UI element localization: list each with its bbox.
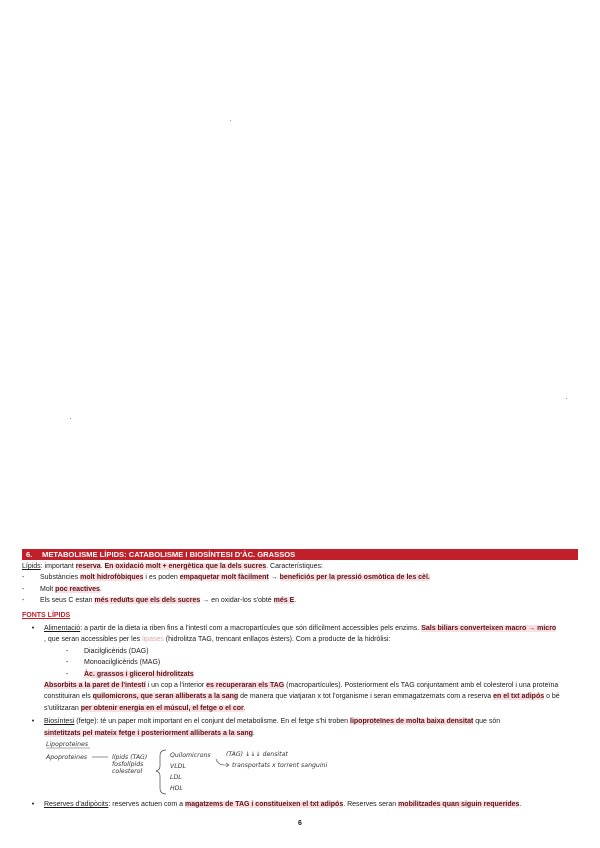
intro-line xyxy=(22,561,578,572)
handwritten-diagram xyxy=(46,740,376,796)
biosintesi-paragraph xyxy=(22,716,578,739)
list-item xyxy=(22,669,578,680)
paragraph-highlight: quilomicrons xyxy=(92,693,137,701)
paragraph-text: que són xyxy=(473,718,501,726)
paragraph-text: o bé s'utilitzaran xyxy=(44,693,560,712)
paragraph-highlight: lipoproteïnes de molta baixa densitat xyxy=(350,718,474,726)
hw-quilomicrons: Quilomicrons xyxy=(170,752,211,759)
absorption-text xyxy=(22,680,578,714)
item-text: . xyxy=(99,585,102,593)
hw-arrow xyxy=(216,759,228,765)
item-text: . xyxy=(294,597,297,605)
paragraph-line xyxy=(22,623,578,634)
paragraph-text: (hidrolitza TAG, trencant enllaços èsters). Com a producte de la hidròlisi: xyxy=(163,636,391,644)
product-item: Diacilglicèrids (DAG) xyxy=(84,647,149,655)
scan-speck xyxy=(230,120,231,121)
item-text: → en oxidar-los s'obté xyxy=(200,597,274,605)
section-title: METABOLISME LÍPIDS: CATABOLISME I BIOSÍNTESI D'ÀC. GRASSOS xyxy=(42,550,296,559)
product-item: Àc. grassos i glicerol hidrolitzats xyxy=(84,670,194,678)
hw-lipids: lípids (TAG) xyxy=(112,754,148,761)
reserves-paragraph xyxy=(22,799,578,810)
list-item xyxy=(22,572,578,583)
item-text: → xyxy=(268,574,280,582)
paragraph-text: . xyxy=(243,704,246,712)
paragraph-highlight: sintetitzats pel mateix fetge i posteriorment alliberats a la sang xyxy=(44,729,253,737)
section-heading xyxy=(22,549,578,560)
paragraph-line xyxy=(22,728,578,739)
subsection-heading: FONTS LÍPIDS xyxy=(22,611,71,619)
dash-marker: - xyxy=(66,670,69,678)
handwritten-lipoprotein-notes xyxy=(46,740,376,796)
paragraph-text: . Reserves seran xyxy=(343,801,399,808)
section-body xyxy=(22,561,578,739)
dash-marker: - xyxy=(66,659,69,667)
hw-ldl: LDL xyxy=(170,774,182,781)
intro-highlight: En oxidació molt + energètica que la dels sucres xyxy=(104,563,267,570)
item-highlight: més reduïts que els dels sucres xyxy=(94,597,201,605)
lipids-label: Lípids xyxy=(22,563,41,570)
intro-text: . xyxy=(100,563,105,570)
item-text: Els seus C estan xyxy=(40,597,95,605)
paragraph-highlight: mobilitzades quan siguin requerides xyxy=(398,801,520,808)
intro-highlight: reserva xyxy=(75,563,101,570)
intro-text: . Característiques: xyxy=(266,563,323,570)
paragraph-highlight: , que seran alliberats a la sang xyxy=(136,693,239,701)
paragraph-highlight: per obtenir energia en el múscul, el fetge o el cor xyxy=(80,704,244,712)
paragraph-line xyxy=(22,716,578,727)
item-highlight: poc reactives xyxy=(55,585,100,593)
paragraph-text: : a partir de la dieta ia riben fins a l'intestí com a macropartícules que són difícilment accessibles pels enzims. xyxy=(80,625,422,633)
item-highlight: empaquetar molt fàcilment xyxy=(179,574,269,582)
paragraph-highlight: magatzems de TAG i constitueixen el txt adipós xyxy=(185,801,344,808)
paragraph-highlight: en el txt adipós xyxy=(493,693,545,701)
alimentacio-paragraph xyxy=(22,623,578,714)
bullet-marker: • xyxy=(31,625,35,633)
paragraph-highlight: Sals biliars converteixen macro → micro xyxy=(421,625,557,633)
item-highlight: beneficiós per la pressió osmòtica de les cèl. xyxy=(279,574,430,582)
page-number: 6 xyxy=(298,820,302,827)
dash-marker: - xyxy=(22,585,25,593)
paragraph-text: de manera que viatjaran x tot l'organisme i seran emmagatzemats com a reserva xyxy=(238,693,494,701)
paragraph-text: : reserves actuen com a xyxy=(108,801,186,808)
item-text: Substàncies xyxy=(40,574,81,582)
hw-fosfolipids: fosfolípids xyxy=(112,761,144,768)
list-item xyxy=(22,646,578,657)
item-highlight: més E xyxy=(273,597,295,605)
paragraph-text: i un cop a l'interior xyxy=(145,682,207,690)
item-text: i es poden xyxy=(143,574,180,582)
paragraph-line xyxy=(22,634,578,645)
section-number: 6. xyxy=(26,550,33,559)
paragraph-highlight: Absorbits a la paret de l'intestí xyxy=(44,682,146,690)
reserves-label: Reserves d'adipòcits xyxy=(44,801,109,808)
list-item xyxy=(22,595,578,606)
lipases-term: lipases xyxy=(142,636,164,644)
alimentacio-label: Alimentació xyxy=(44,625,81,633)
hw-vldl: VLDL xyxy=(170,763,186,770)
biosintesi-label: Biosíntesi xyxy=(44,718,75,726)
paragraph-text: (fetge): té un paper molt important en el conjunt del metabolisme. En el fetge s'hi troben xyxy=(74,718,351,726)
paragraph-highlight: es recuperaran els TAG xyxy=(206,682,285,690)
list-item xyxy=(22,657,578,668)
item-text: Molt xyxy=(40,585,56,593)
bullet-marker: • xyxy=(31,801,35,808)
hw-hdl: HDL xyxy=(170,785,183,792)
hw-title: Lipoproteines xyxy=(46,741,89,748)
item-highlight: molt hidrofòbiques xyxy=(80,574,144,582)
hw-colesterol: colesterol xyxy=(112,768,143,775)
dash-marker: - xyxy=(22,597,25,605)
paragraph-text: . xyxy=(519,801,522,808)
scan-speck xyxy=(70,418,71,419)
product-item: Monoacilglicèrids (MAG) xyxy=(84,659,161,667)
dash-marker: - xyxy=(66,647,69,655)
scan-speck xyxy=(566,398,567,399)
intro-text: : important xyxy=(40,563,76,570)
dash-marker: - xyxy=(22,574,25,582)
hw-apoproteines: Apoproteines xyxy=(46,754,88,761)
hw-brace xyxy=(156,750,166,794)
bullet-marker: • xyxy=(31,718,35,726)
paragraph-text: , que seran accessibles per les xyxy=(44,636,143,644)
hw-transport-note: transportats x torrent sanguini xyxy=(232,762,328,769)
list-item xyxy=(22,584,578,595)
hw-tag-note: (TAG) ↓↓↓ densitat xyxy=(226,751,288,758)
paragraph-text: . xyxy=(252,729,255,737)
paragraph-text: (macropartícules). Posteriorment els TAG conjuntament amb el colesterol i una proteïna constituiran els xyxy=(44,682,559,701)
